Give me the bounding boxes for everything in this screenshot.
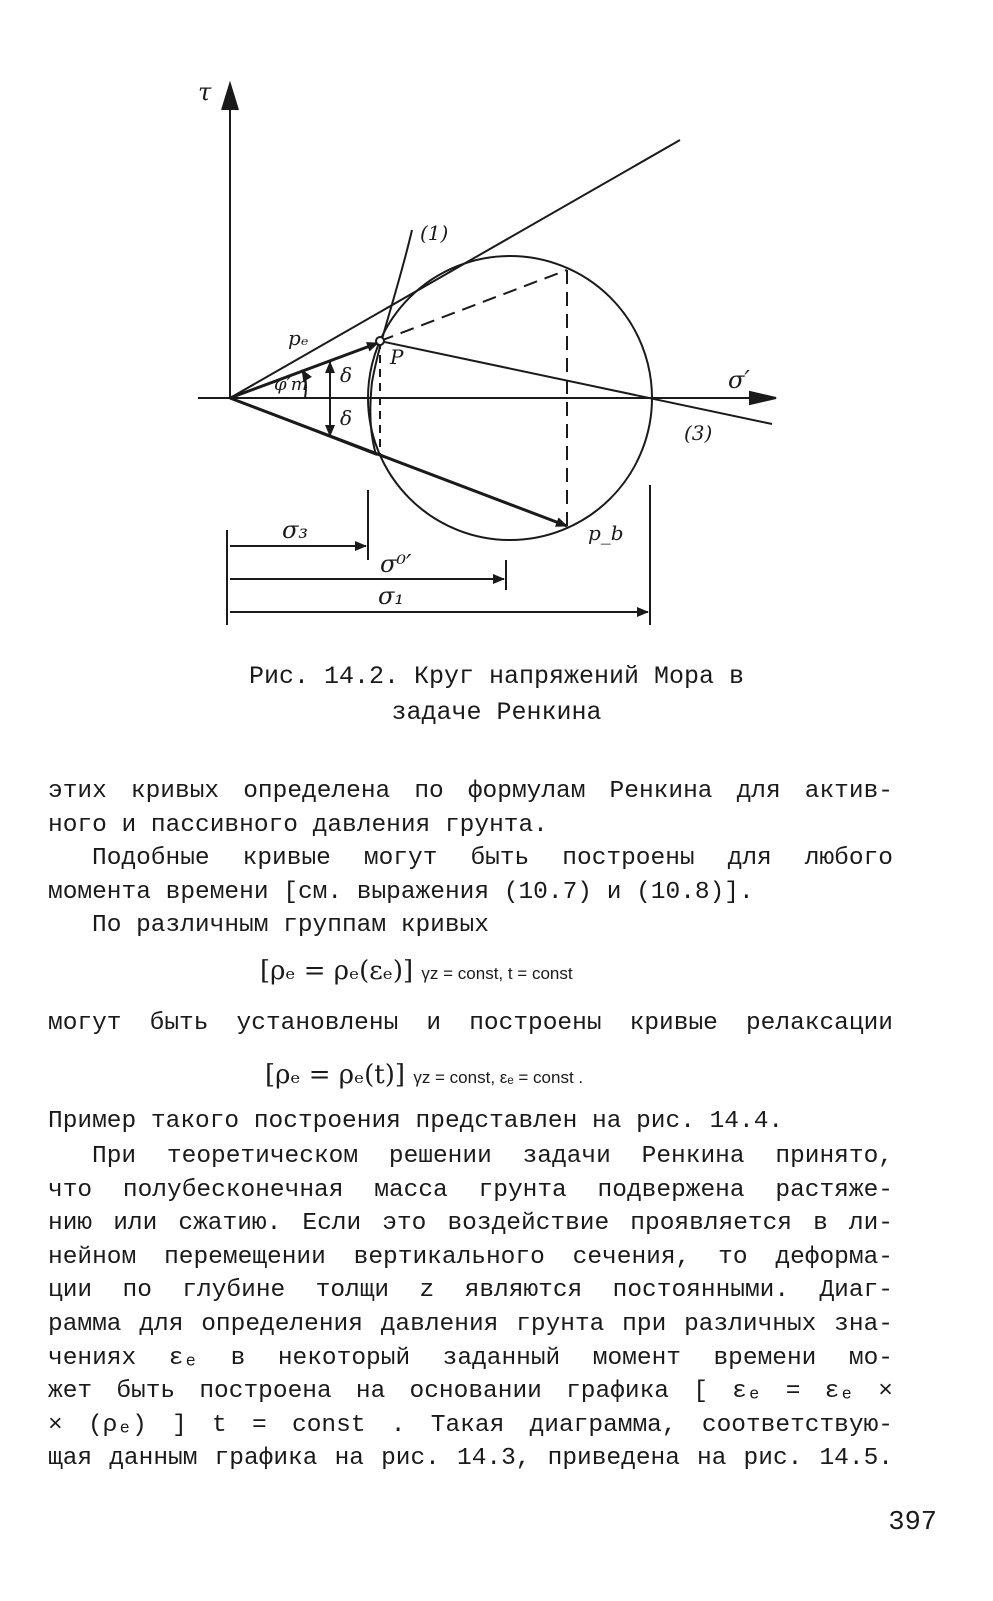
p1-line2: ного и пассивного давления грунта.: [48, 812, 548, 839]
p5-line1: Пример такого построения представлен на рис. 14.4.: [48, 1108, 784, 1135]
p2-line1: Подобные кривые могут быть построены для любого: [92, 845, 893, 872]
p4-line1: могут быть установлены и построены кривые релаксации: [48, 1010, 893, 1037]
label-pe: pₑ: [288, 326, 309, 350]
p6-line9: × (ρₑ) ] t = const . Такая диаграмма, соответствую-: [48, 1412, 893, 1439]
label-curve-3: (3): [684, 421, 713, 445]
formula-1-subscript: γz = const, t = const: [421, 964, 573, 983]
label-sigma-prime: σ′: [728, 366, 750, 394]
page-number: 397: [888, 1508, 937, 1538]
p6-line8: жет быть построена на основании графика [ εₑ = εₑ ×: [48, 1378, 893, 1405]
p1-line1: этих кривых определена по формулам Ренкина для актив-: [48, 778, 893, 805]
label-tau: τ: [198, 78, 212, 106]
p6-line6: рамма для определения давления грунта при различных зна-: [48, 1311, 893, 1338]
failure-envelope: [230, 140, 680, 398]
label-delta-top: δ: [340, 363, 353, 387]
label-point-p: P: [390, 345, 404, 369]
figure-caption-line2: задаче Ренкина: [391, 698, 602, 727]
label-curve-1: (1): [420, 221, 449, 245]
p6-line1: При теоретическом решении задачи Ренкина принято,: [92, 1143, 893, 1170]
p6-line3: нию или сжатию. Если это воздействие проявляется в ли-: [48, 1210, 893, 1237]
p6-line4: нейном перемещении вертикального сечения, то деформа-: [48, 1244, 893, 1271]
formula-1: [260, 956, 573, 986]
p6-line2: что полубесконечная масса грунта подвержена растяже-: [48, 1177, 893, 1204]
tau-axis-arrow: [222, 84, 238, 110]
point-p: [376, 337, 384, 345]
line-3: [380, 341, 772, 424]
formula-2-subscript: γz = const, εₑ = const .: [413, 1068, 584, 1087]
p3-line1: По различным группам кривых: [92, 912, 489, 939]
formula-2: [265, 1060, 583, 1090]
p2-line2: момента времени [см. выражения (10.7) и (10.8)].: [48, 879, 754, 906]
p6-line5: ции по глубине толщи z являются постоянными. Диаг-: [48, 1277, 893, 1304]
p6-line10: щая данным графика на рис. 14.3, приведена на рис. 14.5.: [48, 1445, 893, 1472]
formula-1-main: [ρₑ = ρₑ(εₑ)]: [260, 956, 414, 986]
mohr-circle-figure: [0, 0, 993, 650]
p6-line7: чениях εₑ в некоторый заданный момент времени мо-: [48, 1345, 893, 1372]
tangent-dashed-line: [380, 270, 567, 341]
lower-chord: [230, 398, 377, 455]
figure-caption-line1: Рис. 14.2. Круг напряжений Мора в: [248, 662, 745, 691]
label-sigma-3: σ₃: [282, 516, 309, 544]
label-delta-bottom: δ: [340, 406, 353, 430]
label-sigma-01: σ⁰′: [380, 550, 412, 578]
label-pb: p_b: [588, 521, 624, 545]
formula-2-main: [ρₑ = ρₑ(t)]: [265, 1060, 406, 1090]
label-sigma-1: σ₁: [378, 582, 405, 610]
label-phi-m: φ′m: [274, 374, 308, 395]
sigma-axis-arrow: [750, 392, 776, 404]
